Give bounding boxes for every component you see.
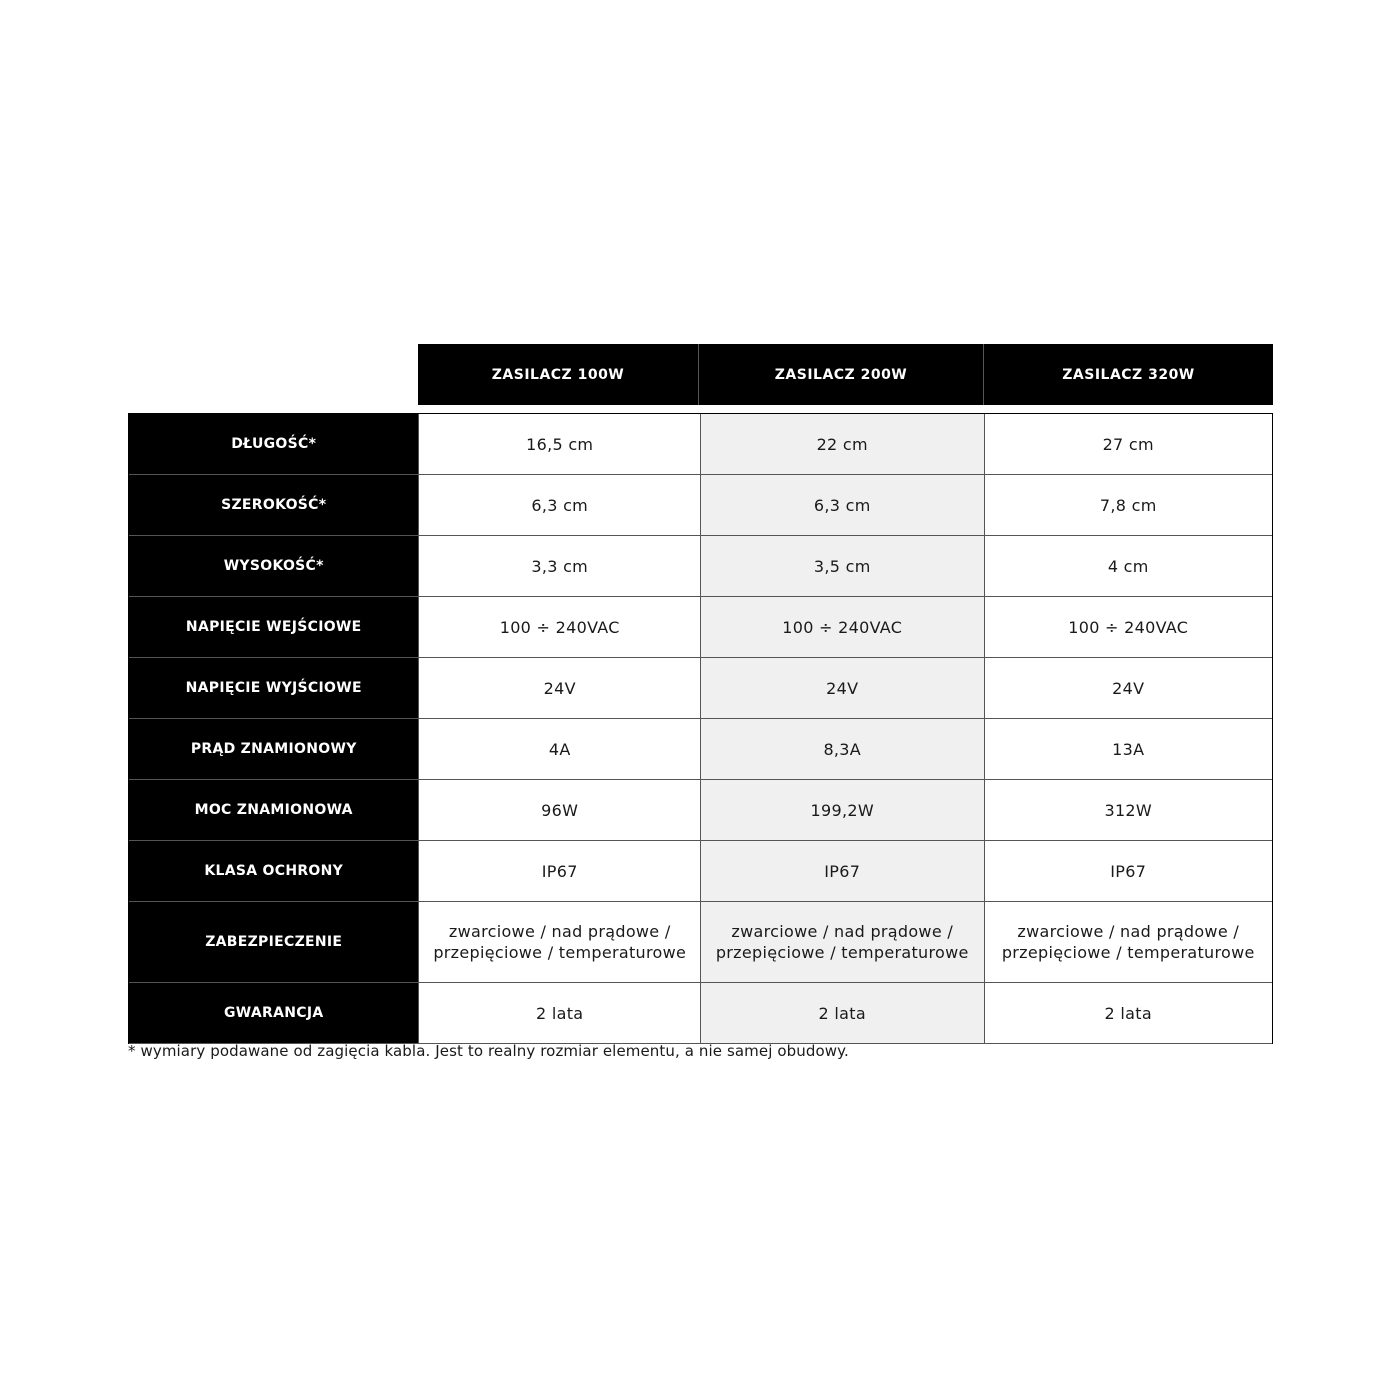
table-cell: zwarciowe / nad prądowe / przepięciowe / temperaturowe — [984, 902, 1273, 982]
table-row — [129, 597, 1272, 658]
row-label: NAPIĘCIE WEJŚCIOWE — [129, 597, 418, 657]
table-cell: 24V — [984, 658, 1273, 718]
table-cell: IP67 — [700, 841, 984, 901]
column-header: ZASILACZ 200W — [699, 344, 984, 405]
table-header — [418, 344, 1273, 405]
table-cell: 7,8 cm — [984, 475, 1273, 535]
table-cell: 2 lata — [418, 983, 700, 1043]
table-cell: 8,3A — [700, 719, 984, 779]
row-label: ZABEZPIECZENIE — [129, 902, 418, 982]
table-cell: 6,3 cm — [700, 475, 984, 535]
table-cell: 27 cm — [984, 414, 1273, 474]
table-cell: 2 lata — [700, 983, 984, 1043]
table-cell: 100 ÷ 240VAC — [418, 597, 700, 657]
table-row — [129, 475, 1272, 536]
table-body — [128, 413, 1273, 1044]
row-label: DŁUGOŚĆ* — [129, 414, 418, 474]
table-cell: 100 ÷ 240VAC — [700, 597, 984, 657]
row-label: GWARANCJA — [129, 983, 418, 1043]
table-cell: 4A — [418, 719, 700, 779]
footnote: * wymiary podawane od zagięcia kabla. Jest to realny rozmiar elementu, a nie samej obudowy. — [128, 1042, 849, 1060]
table-row — [129, 780, 1272, 841]
table-row — [129, 536, 1272, 597]
table-cell: 22 cm — [700, 414, 984, 474]
row-label: WYSOKOŚĆ* — [129, 536, 418, 596]
table-row — [129, 902, 1272, 983]
table-cell: 24V — [418, 658, 700, 718]
table-cell: 6,3 cm — [418, 475, 700, 535]
table-cell: zwarciowe / nad prądowe / przepięciowe / temperaturowe — [418, 902, 700, 982]
table-row — [129, 719, 1272, 780]
row-label: SZEROKOŚĆ* — [129, 475, 418, 535]
column-header: ZASILACZ 320W — [1062, 366, 1195, 383]
row-label: KLASA OCHRONY — [129, 841, 418, 901]
row-label: PRĄD ZNAMIONOWY — [129, 719, 418, 779]
row-label: MOC ZNAMIONOWA — [129, 780, 418, 840]
table-row — [129, 841, 1272, 902]
table-cell: IP67 — [984, 841, 1273, 901]
table-cell: 16,5 cm — [418, 414, 700, 474]
table-cell: 4 cm — [984, 536, 1273, 596]
table-cell: 96W — [418, 780, 700, 840]
table-cell: 13A — [984, 719, 1273, 779]
table-cell: 3,3 cm — [418, 536, 700, 596]
row-label: NAPIĘCIE WYJŚCIOWE — [129, 658, 418, 718]
table-cell: zwarciowe / nad prądowe / przepięciowe / temperaturowe — [700, 902, 984, 982]
table-cell: 312W — [984, 780, 1273, 840]
table-cell: 3,5 cm — [700, 536, 984, 596]
table-cell: 100 ÷ 240VAC — [984, 597, 1273, 657]
table-row — [129, 414, 1272, 475]
table-row — [129, 983, 1272, 1044]
column-header: ZASILACZ 100W — [418, 344, 699, 405]
table-cell: 2 lata — [984, 983, 1273, 1043]
spec-table — [128, 344, 1273, 1044]
table-cell: IP67 — [418, 841, 700, 901]
table-cell: 199,2W — [700, 780, 984, 840]
table-cell: 24V — [700, 658, 984, 718]
table-row — [129, 658, 1272, 719]
